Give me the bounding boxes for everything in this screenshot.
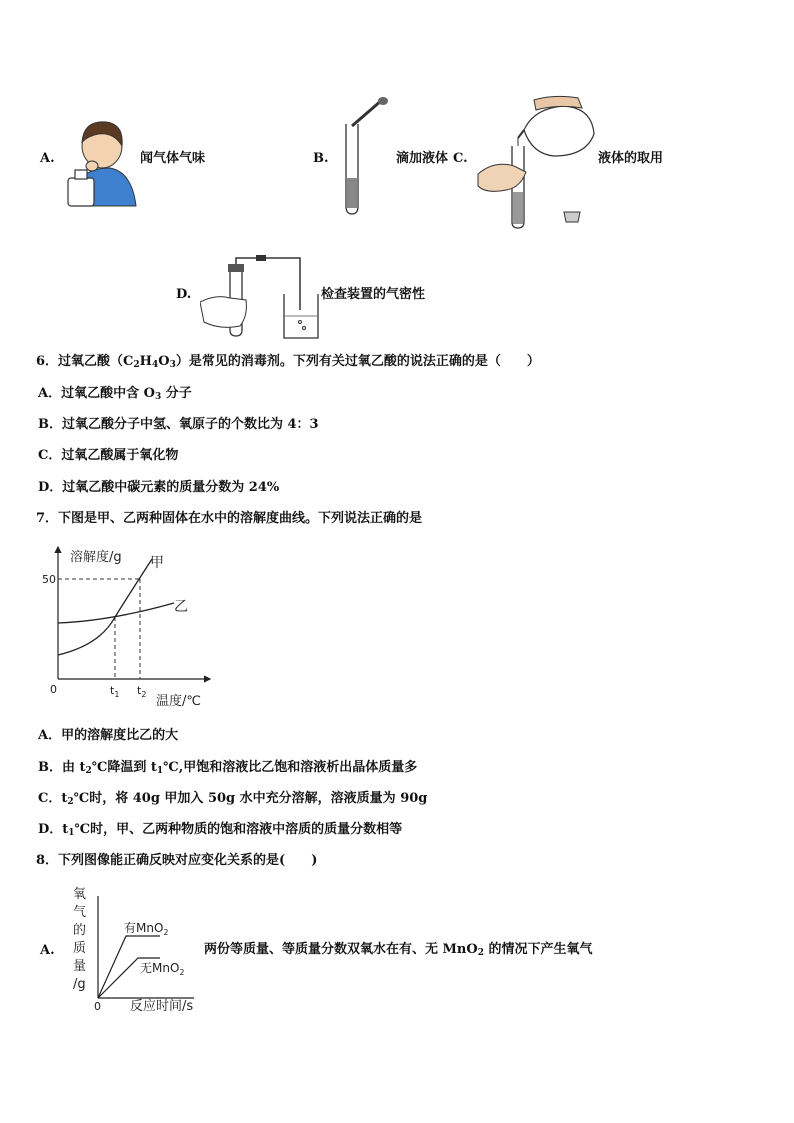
x-axis-label: 反应时间/s	[130, 999, 194, 1014]
x-axis-label: 温度/℃	[156, 694, 201, 709]
y-tick-50: 50	[42, 573, 56, 586]
question-7-option-b: B．由 $t_2℃$降温到 $t_1℃$,甲饱和溶液比乙饱和溶液析出晶体质量多	[38, 760, 418, 776]
airtightness-check-illustration	[200, 250, 322, 344]
origin-label: 0	[50, 683, 57, 696]
question-6-option-d: D．过氧乙酸中碳元素的质量分数为 24%	[38, 480, 280, 495]
question-8-stem: 8．下列图像能正确反映对应变化关系的是( )	[36, 853, 318, 868]
origin-label: 0	[94, 1000, 101, 1013]
liquid-pouring-illustration	[474, 94, 598, 232]
x-tick-t2: $t_2$	[137, 684, 147, 699]
smell-gas-illustration	[62, 116, 138, 208]
question-6-option-a: A．过氧乙酸中含 $O_3$ 分子	[38, 386, 192, 402]
series-jia-label: 甲	[150, 555, 164, 571]
option-c-letter: C.	[453, 151, 468, 166]
series-with-mno2-label: 有MnO$_2$	[124, 921, 169, 937]
y-axis-label: 溶解度/g	[70, 550, 122, 565]
question-6-stem: 6．过氧乙酸$(C_2H_4O_3)$是常见的消毒剂。下列有关过氧乙酸的说法正确的是（ ）	[36, 354, 540, 370]
question-8-option-a-text: 两份等质量、等质量分数双氧水在有、无 MnO$_2$ 的情况下产生氧气	[204, 942, 593, 958]
option-a-letter: A.	[40, 151, 55, 166]
option-b-label: 滴加液体	[396, 151, 449, 166]
series-yi-label: 乙	[174, 599, 188, 615]
option-d-letter: D.	[176, 287, 192, 302]
series-without-mno2-label: 无MnO$_2$	[140, 961, 185, 977]
question-7-option-a: A．甲的溶解度比乙的大	[38, 728, 179, 743]
x-tick-t1: $t_1$	[110, 684, 120, 699]
y-label-char-3: 的	[73, 923, 87, 938]
question-7-option-c: C．$t_2℃$时，将 40g 甲加入 50g 水中充分溶解，溶液质量为 90g	[38, 791, 428, 807]
option-a-label: 闻气体气味	[140, 151, 206, 166]
question-6-option-b: B．过氧乙酸分子中氢、氧原子的个数比为 4：3	[38, 417, 319, 432]
question-6-option-c: C．过氧乙酸属于氧化物	[38, 448, 179, 463]
question-7-option-d: D．$t_1℃$时，甲、乙两种物质的饱和溶液中溶质的质量分数相等	[38, 822, 403, 838]
oxygen-mass-chart	[66, 882, 200, 1014]
question-7-stem: 7．下图是甲、乙两种固体在水中的溶解度曲线。下列说法正确的是	[36, 511, 423, 526]
dropper-illustration	[338, 96, 394, 218]
y-label-char-2: 气	[73, 905, 87, 920]
series-yi	[58, 603, 174, 623]
option-b-letter: B.	[313, 151, 329, 166]
y-label-char-6: /g	[73, 977, 86, 992]
solubility-chart	[40, 543, 220, 713]
y-label-char-5: 量	[73, 959, 87, 974]
series-jia	[58, 559, 152, 655]
option-d-label: 检查装置的气密性	[321, 287, 426, 302]
option-c-label: 液体的取用	[598, 151, 664, 166]
y-label-char-4: 质	[73, 941, 87, 956]
question-8-option-a-letter: A.	[40, 943, 55, 958]
y-label-char-1: 氧	[73, 887, 87, 902]
